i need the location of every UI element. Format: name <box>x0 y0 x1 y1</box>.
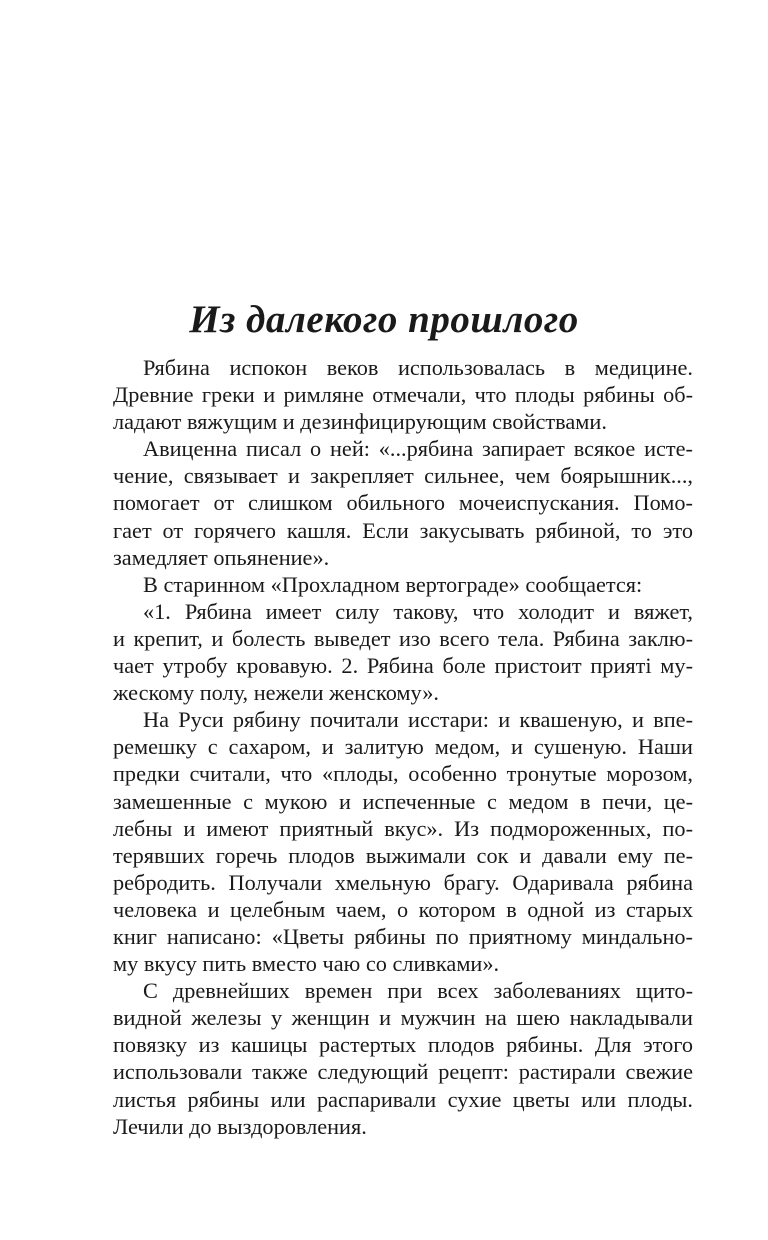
text-line: ремешку с сахаром, и залитую медом, и сушеную. Наши <box>113 734 693 760</box>
text-line: Рябина испокон веков использовалась в медицине. <box>143 355 693 380</box>
text-line: жескому полу, нежели женскому». <box>113 680 439 706</box>
text-line: замешенные с мукою и испеченные с медом в печи, це- <box>113 788 693 814</box>
text-line: предки считали, что «плоды, особенно тронутые морозом, <box>113 761 693 787</box>
text-line: На Руси рябину почитали исстари: и квашеную, и впе- <box>143 707 693 733</box>
text-line: Древние греки и римляне отмечали, что плоды рябины об- <box>113 382 693 408</box>
text-line: чает утробу кровавую. 2. Рябина боле пристоит приятi му- <box>113 653 693 679</box>
text-line: гает от горячего кашля. Если закусывать рябиной, то это <box>113 517 693 543</box>
text-line: использовали также следующий рецепт: растирали свежие <box>113 1059 693 1085</box>
text-line: замедляет опьянение». <box>113 544 330 570</box>
text-line: му вкусу пить вместо чаю со сливками». <box>113 951 500 977</box>
text-line: книг написано: «Цветы рябины по приятному миндально- <box>113 923 693 949</box>
body-text <box>113 354 693 1140</box>
text-line: С древнейших времен при всех заболеваниях щито- <box>143 978 693 1004</box>
text-line: Лечили до выздоровления. <box>113 1113 367 1139</box>
text-line: лебны и имеют приятный вкус». Из подмороженных, по- <box>113 815 693 841</box>
text-line: чение, связывает и закрепляет сильнее, чем боярышник..., <box>113 463 693 489</box>
text-line: повязку из кашицы растертых плодов рябины. Для этого <box>113 1032 693 1058</box>
text-line: помогает от слишком обильного мочеиспускания. Помо- <box>113 490 693 516</box>
text-line: ребродить. Получали хмельную брагу. Одаривала рябина <box>113 869 693 895</box>
text-line: В старинном «Прохладном вертограде» сообщается: <box>143 571 643 597</box>
text-line: ладают вяжущим и дезинфицирующим свойствами. <box>113 409 607 435</box>
text-line: терявших горечь плодов выжимали сок и давали ему пе- <box>113 842 693 868</box>
text-line: «1. Рябина имеет силу такову, что холодит и вяжет, <box>143 598 693 624</box>
text-line: Авиценна писал о ней: «...рябина запирает всякое исте- <box>143 436 693 462</box>
text-line: видной железы у женщин и мужчин на шею накладывали <box>113 1005 693 1031</box>
text-line: листья рябины или распаривали сухие цветы или плоды. <box>113 1086 693 1112</box>
text-line: человека и целебным чаем, о котором в одной из старых <box>113 896 693 922</box>
text-line: и крепит, и болесть выведет изо всего тела. Рябина заклю- <box>113 625 693 651</box>
chapter-title: Из далекого прошлого <box>189 298 579 341</box>
